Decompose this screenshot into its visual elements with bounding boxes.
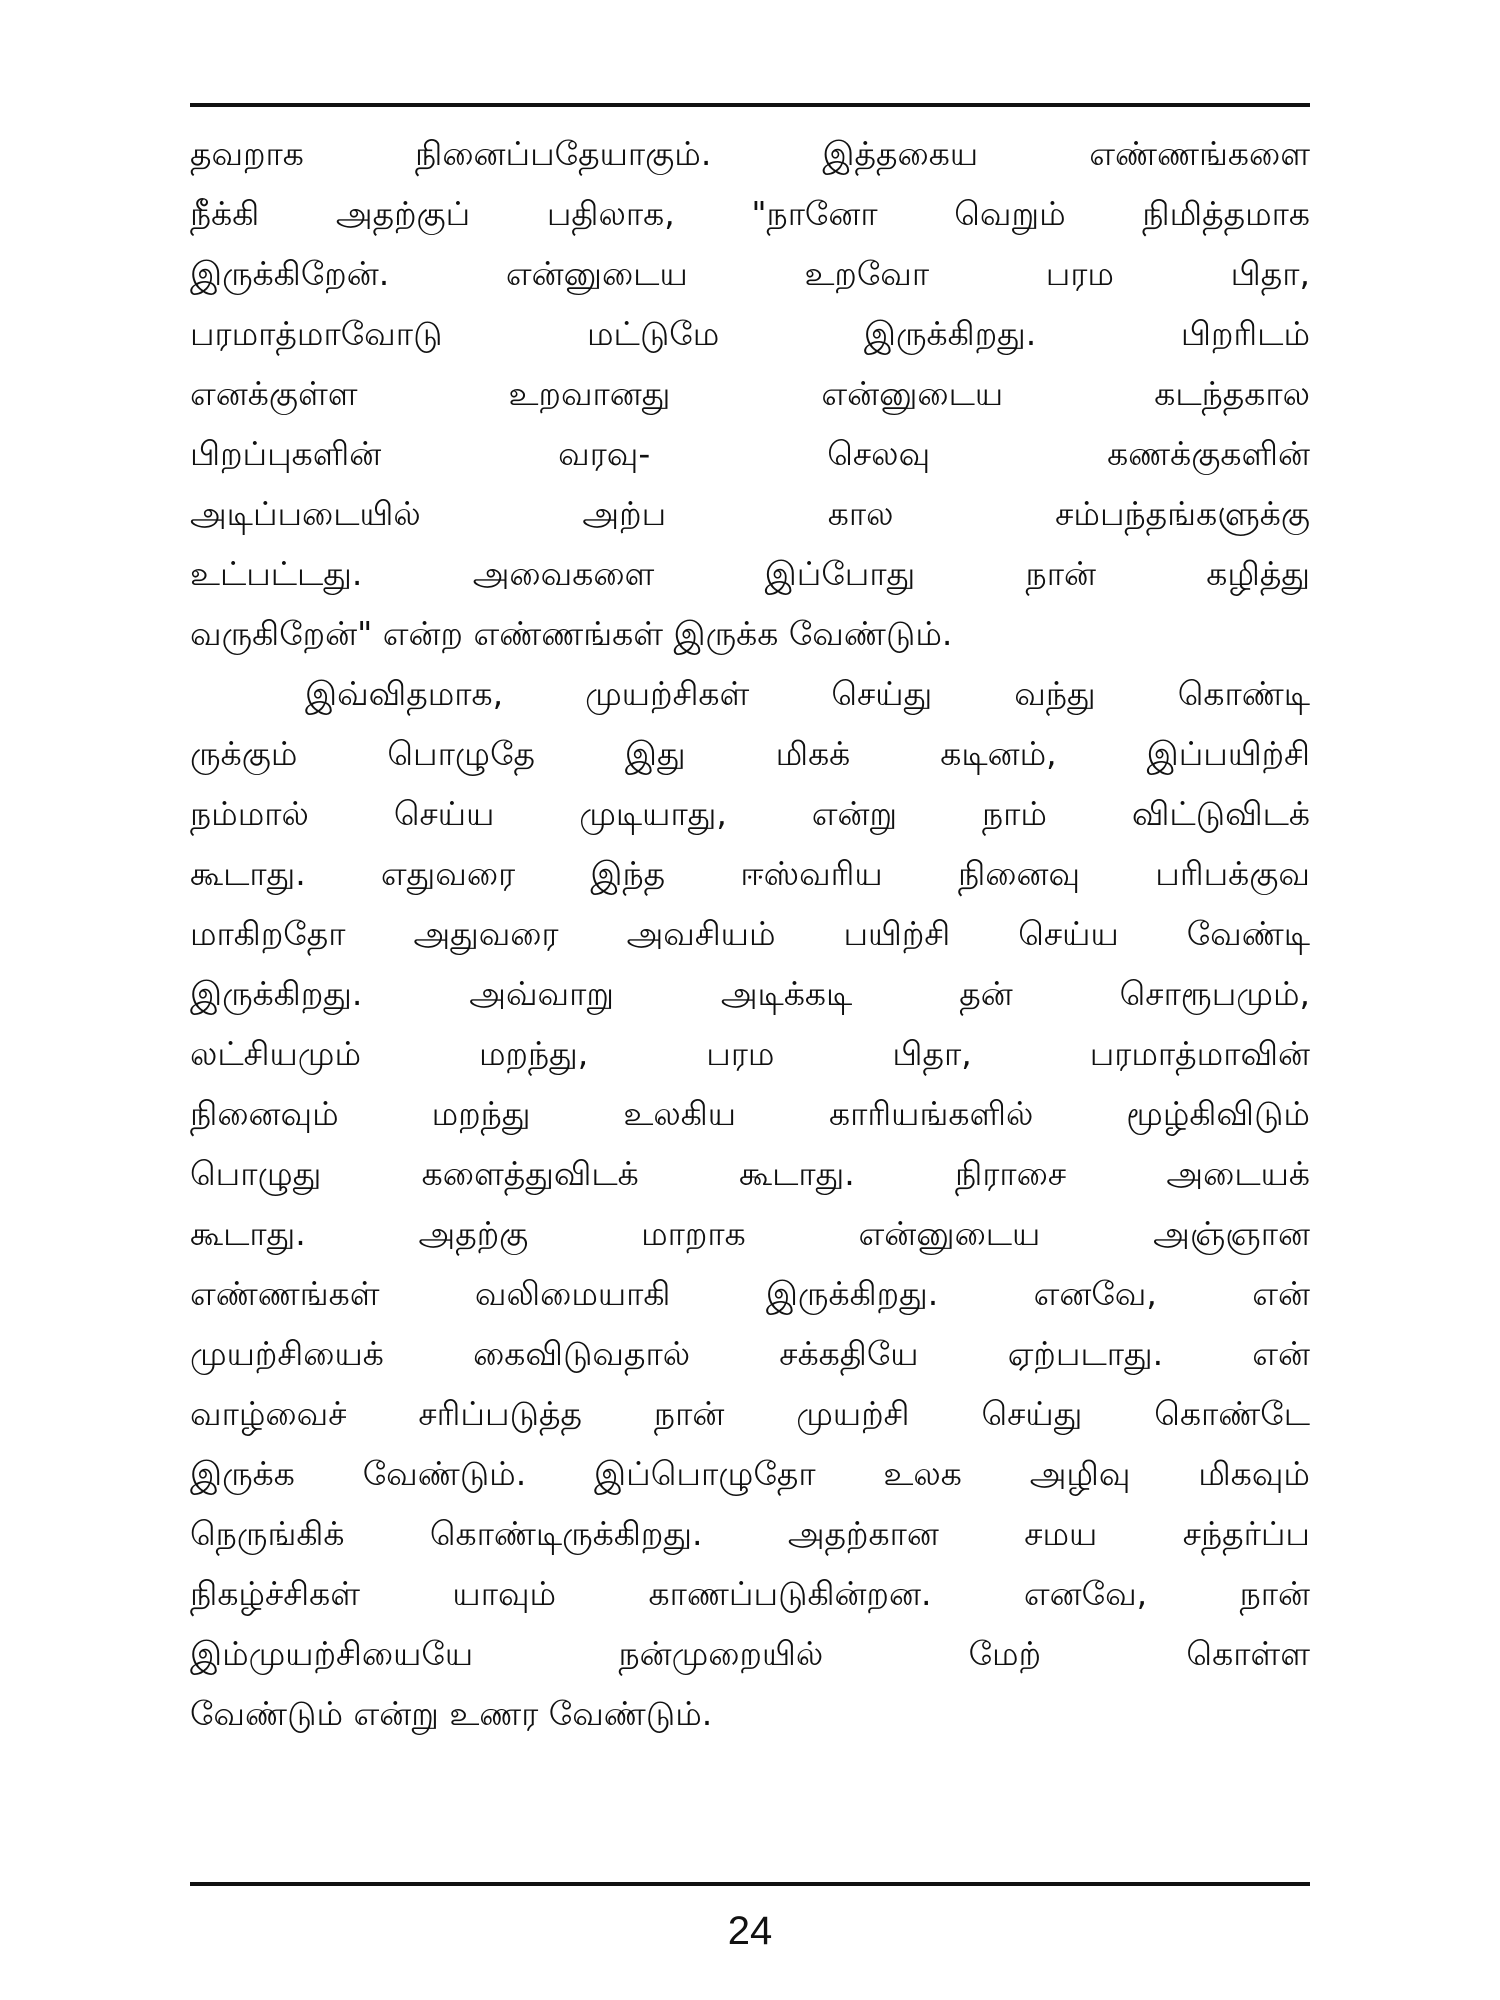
bottom-rule [190, 1882, 1310, 1886]
text-line: நிகழ்ச்சிகள் யாவும் காணப்படுகின்றன. எனவே, நான் [190, 1574, 1310, 1613]
text-line: பரமாத்மாவோடு மட்டுமே இருக்கிறது. பிறரிடம் [190, 314, 1310, 353]
text-line: நினைவும் மறந்து உலகிய காரியங்களில் மூழ்கிவிடும் [190, 1094, 1310, 1133]
text-line: நம்மால் செய்ய முடியாது, என்று நாம் விட்டுவிடக் [190, 794, 1310, 833]
text-line: பொழுது களைத்துவிடக் கூடாது. நிராசை அடையக் [190, 1154, 1310, 1193]
text-line: முயற்சியைக் கைவிடுவதால் சக்கதியே ஏற்படாது. என் [190, 1334, 1310, 1373]
paragraph-2 [190, 664, 1310, 1744]
text-line: லட்சியமும் மறந்து, பரம பிதா, பரமாத்மாவின் [190, 1034, 1310, 1073]
paragraph-1 [190, 124, 1310, 664]
text-line: நெருங்கிக் கொண்டிருக்கிறது. அதற்கான சமய சந்தர்ப்ப [190, 1514, 1310, 1553]
text-line: இருக்க வேண்டும். இப்பொழுதோ உலக அழிவு மிகவும் [190, 1454, 1310, 1493]
text-line: எனக்குள்ள உறவானது என்னுடைய கடந்தகால [190, 374, 1310, 413]
text-line: மாகிறதோ அதுவரை அவசியம் பயிற்சி செய்ய வேண்டி [190, 914, 1310, 953]
text-line: இவ்விதமாக, முயற்சிகள் செய்து வந்து கொண்டி [305, 674, 1310, 713]
page-body [190, 124, 1310, 1744]
text-line: ருக்கும் பொழுதே இது மிகக் கடினம், இப்பயிற்சி [190, 734, 1310, 773]
text-line: தவறாக நினைப்பதேயாகும். இத்தகைய எண்ணங்களை [190, 134, 1310, 173]
text-line: வருகிறேன்" என்ற எண்ணங்கள் இருக்க வேண்டும். [190, 614, 953, 653]
text-line: கூடாது. அதற்கு மாறாக என்னுடைய அஞ்ஞான [190, 1214, 1310, 1253]
text-line: பிறப்புகளின் வரவு- செலவு கணக்குகளின் [190, 434, 1310, 473]
text-line: வாழ்வைச் சரிப்படுத்த நான் முயற்சி செய்து கொண்டே [190, 1394, 1310, 1433]
top-rule [190, 103, 1310, 107]
text-line: கூடாது. எதுவரை இந்த ஈஸ்வரிய நினைவு பரிபக்குவ [190, 854, 1310, 893]
page-number: 24 [727, 1909, 773, 1953]
text-line: அடிப்படையில் அற்ப கால சம்பந்தங்களுக்கு [190, 494, 1310, 533]
text-line: இருக்கிறேன். என்னுடைய உறவோ பரம பிதா, [190, 254, 1310, 293]
text-line: இருக்கிறது. அவ்வாறு அடிக்கடி தன் சொரூபமும், [190, 974, 1310, 1013]
text-line: இம்முயற்சியையே நன்முறையில் மேற் கொள்ள [190, 1634, 1310, 1673]
text-line: நீக்கி அதற்குப் பதிலாக, "நானோ வெறும் நிமித்தமாக [190, 194, 1310, 233]
text-line: எண்ணங்கள் வலிமையாகி இருக்கிறது. எனவே, என் [190, 1274, 1310, 1313]
text-line: உட்பட்டது. அவைகளை இப்போது நான் கழித்து [190, 554, 1310, 593]
text-line: வேண்டும் என்று உணர வேண்டும். [190, 1694, 713, 1733]
